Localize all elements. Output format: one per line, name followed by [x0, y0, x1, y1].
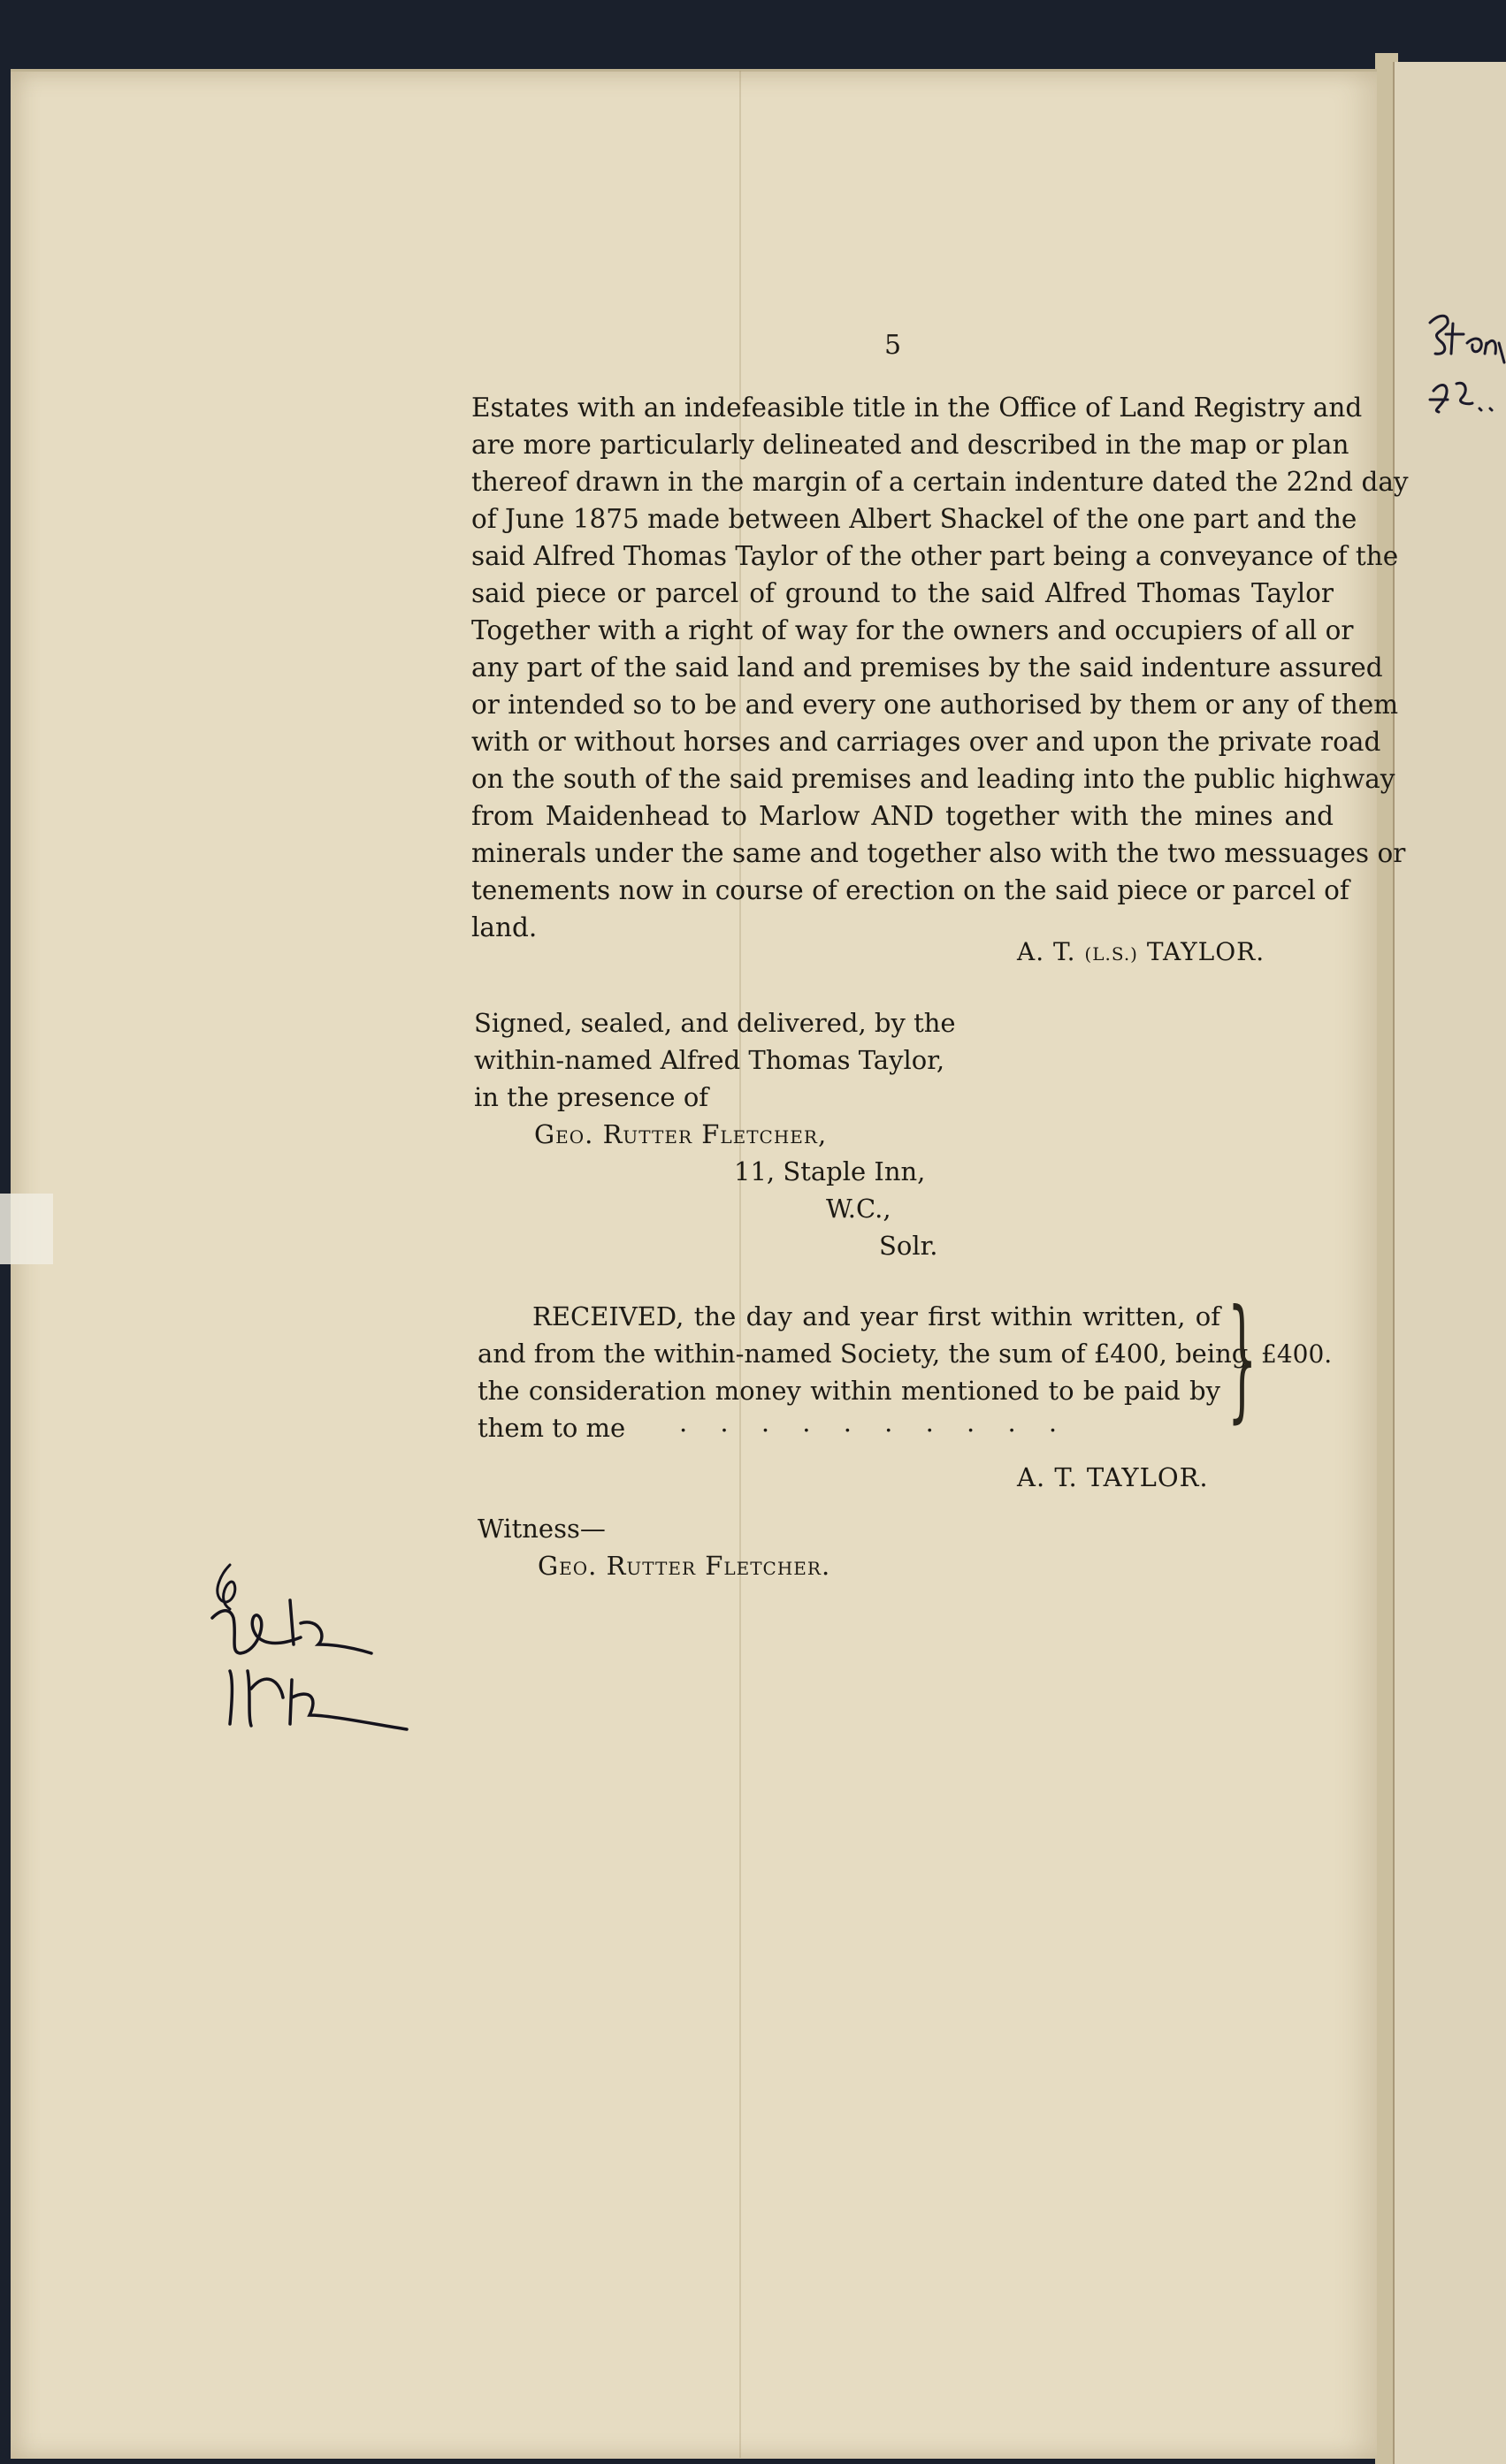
body-line: or intended so to be and every one authorised by them or any of them	[471, 690, 1399, 720]
body-line: Together with a right of way for the owners and occupiers of all or	[471, 615, 1354, 645]
body-line: said Alfred Thomas Taylor of the other part being a conveyance of the	[471, 541, 1399, 571]
receipt-clause	[478, 1298, 1249, 1457]
witness-address: 11, Staple Inn,	[734, 1156, 926, 1186]
receipt-line: the consideration money within mentioned to be paid by	[478, 1376, 1220, 1406]
body-line: land.	[471, 912, 538, 942]
right-brace: }	[1227, 1282, 1258, 1436]
witness-label: Witness—	[478, 1514, 606, 1544]
body-line: of June 1875 made between Albert Shackel of the one part and the	[471, 504, 1357, 534]
signature-initials: A. T.	[1017, 937, 1076, 966]
body-line: any part of the said land and premises by the said indenture assured	[471, 652, 1383, 683]
body-line: on the south of the said premises and leading into the public highway	[471, 764, 1395, 794]
attestation-line: in the presence of	[474, 1082, 709, 1112]
body-line: tenements now in course of erection on the said piece or parcel of	[471, 875, 1349, 905]
witness-address: W.C.,	[826, 1194, 891, 1224]
witness-title: Solr.	[879, 1231, 938, 1261]
body-line: thereof drawn in the margin of a certain indenture dated the 22nd day	[471, 467, 1409, 497]
body-line: are more particularly delineated and described in the map or plan	[471, 430, 1349, 460]
attestation-line: Signed, sealed, and delivered, by the	[474, 1008, 956, 1038]
witness-name: Geo. Rutter Fletcher,	[534, 1119, 828, 1149]
grantor-signature	[1017, 937, 1265, 966]
body-line: said piece or parcel of ground to the said Alfred Thomas Taylor	[471, 578, 1334, 608]
page-number: 5	[884, 330, 902, 361]
attestation-line: within-named Alfred Thomas Taylor,	[474, 1045, 945, 1075]
receipt-signature: A. T. TAYLOR.	[1017, 1462, 1209, 1492]
receipt-line: RECEIVED, the day and year first within written, of	[532, 1301, 1220, 1331]
body-line: minerals under the same and together also with the two messuages or	[471, 838, 1406, 868]
receipt-amount: £400.	[1261, 1339, 1333, 1369]
body-line: with or without horses and carriages over and upon the private road	[471, 727, 1381, 757]
body-line: Estates with an indefeasible title in the Office of Land Registry and	[471, 393, 1363, 423]
dot-leader: . . . . . . . . . .	[679, 1407, 1070, 1438]
margin-initials-handwriting	[195, 1538, 416, 1759]
witness-signature-name: Geo. Rutter Fletcher.	[538, 1551, 831, 1581]
receipt-line: them to me	[478, 1413, 626, 1443]
seal-mark: (L.S.)	[1084, 943, 1138, 965]
signature-surname: TAYLOR.	[1146, 937, 1265, 966]
body-line: from Maidenhead to Marlow AND together with the mines and	[471, 801, 1334, 831]
receipt-line: and from the within-named Society, the sum of £400, being	[478, 1339, 1249, 1369]
